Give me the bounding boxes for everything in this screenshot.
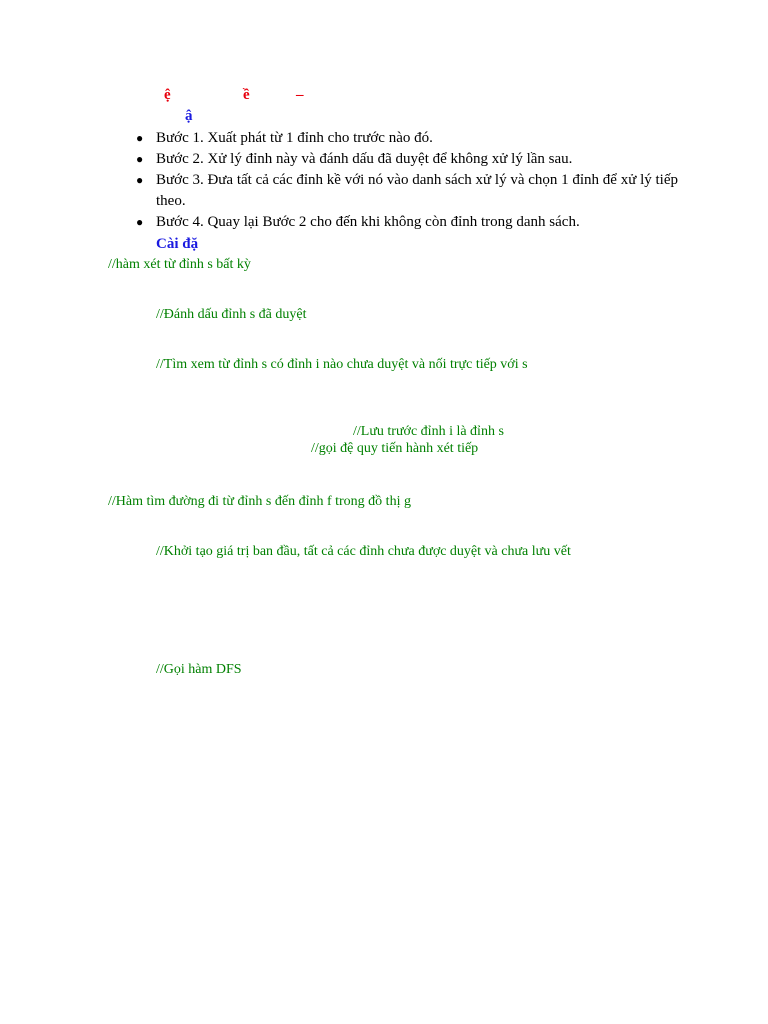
heading-fragment: ề — [243, 87, 250, 103]
heading-fragment: ậ — [185, 108, 193, 124]
bullet-icon: ● — [136, 131, 144, 145]
step-text: Bước 1. Xuất phát từ 1 đỉnh cho trước nào đó. — [156, 130, 433, 146]
bullet-icon: ● — [136, 152, 144, 166]
list-item — [132, 170, 702, 212]
code-comment: //Khởi tạo giá trị ban đầu, tất cả các đỉnh chưa được duyệt và chưa lưu vết — [156, 544, 571, 559]
section-title: Cài đặ — [156, 236, 199, 252]
step-text: Bước 2. Xử lý đỉnh này và đánh dấu đã duyệt để không xử lý lần sau. — [156, 151, 573, 167]
bullet-icon: ● — [136, 215, 144, 229]
code-comment: //Gọi hàm DFS — [156, 662, 242, 677]
algorithm-steps-list — [132, 128, 702, 233]
code-comment: //Lưu trước đỉnh i là đỉnh s — [353, 424, 504, 439]
code-comment: //gọi đệ quy tiến hành xét tiếp — [311, 441, 479, 456]
code-comment: //Đánh dấu đỉnh s đã duyệt — [156, 307, 307, 322]
code-comment: //hàm xét từ đỉnh s bất kỳ — [108, 257, 251, 272]
list-item — [132, 149, 702, 170]
code-comment: //Tìm xem từ đỉnh s có đỉnh i nào chưa duyệt và nối trực tiếp với s — [156, 357, 528, 372]
step-text: Bước 4. Quay lại Bước 2 cho đến khi không còn đỉnh trong danh sách. — [156, 214, 580, 230]
list-item — [132, 212, 702, 233]
step-text: Bước 3. Đưa tất cả các đỉnh kề với nó vào danh sách xử lý và chọn 1 đỉnh để xử lý tiếp theo. — [156, 172, 678, 209]
list-item — [132, 128, 702, 149]
heading-fragment: – — [296, 87, 304, 103]
bullet-icon: ● — [136, 173, 144, 187]
heading-fragment: ệ — [164, 87, 171, 103]
code-comment: //Hàm tìm đường đi từ đỉnh s đến đỉnh f trong đồ thị g — [108, 494, 411, 509]
